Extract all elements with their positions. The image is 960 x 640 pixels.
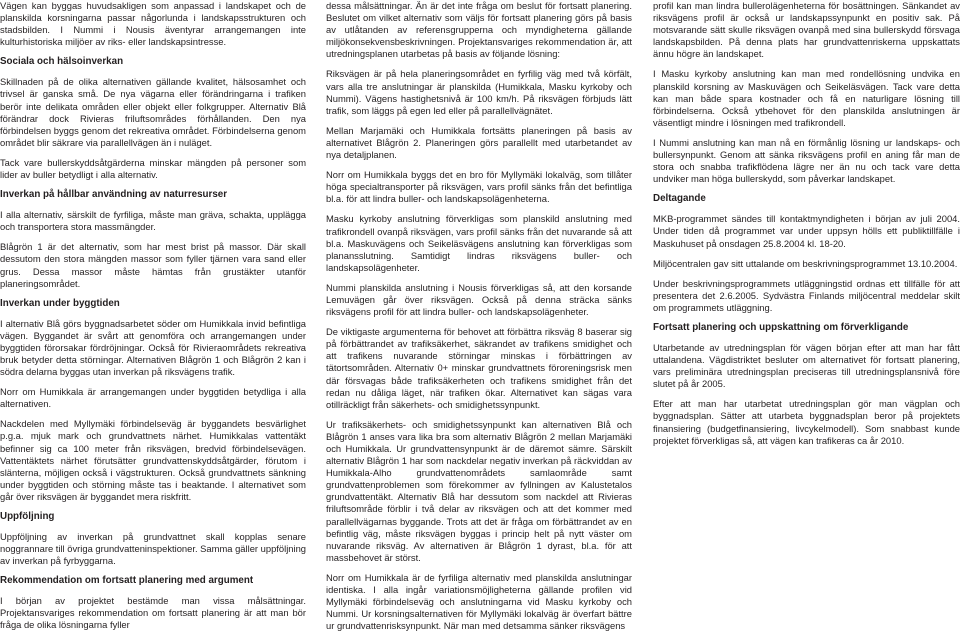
paragraph: Masku kyrkoby anslutning förverkligas som planskild anslutning med trafikrondell ovanpå riksvägen, vars profil sänks från det nuvarande så att bl.a. Maskuvägens och Seikeläsvägens anslutning kan förverkligas som planansslutning. Samtidigt lindras riksvägens buller- och landskapsolägenheter. <box>326 213 632 273</box>
paragraph: I Nummi anslutning kan man nå en förmånlig lösning ur landskaps- och bullersynpunkt. Genom att sänka riksvägens profil en aning får man de stora och snabba trafikflödena lägre ner än nu och tack vare detta undviker man höga bullerskydd, som påverkar landskapet. <box>653 136 960 185</box>
paragraph: Norr om Humikkala är arrangemangen under byggtiden betydliga i alla alternativen. <box>0 386 306 410</box>
paragraph: Efter att man har utarbetat utredningsplan gör man vägplan och byggnadsplan. Sätter att utarbeta byggnadsplan beror på projektets finansiering (budgetfinansiering, livcykelmodell). Som snabbast kunde projektet förverkligas så, att vägen kan trafikeras ca år 2010. <box>653 398 960 446</box>
section-heading-recommendation: Rekommendation om fortsatt planering med argument <box>0 575 254 587</box>
section-heading-natural-resources: Inverkan på hållbar användning av naturresurser <box>0 189 228 201</box>
paragraph: Under beskrivningsprogrammets utläggningstid ordnas ett tillfälle för att presentera det 2.6.2005. Sydvästra Finlands miljöcentral meddelar skilt om programmets utläggning. <box>653 277 960 313</box>
paragraph: dessa målsättningar. Än är det inte fråga om beslut för fortsatt planering. Beslutet om vilket alternativ som väljs för fortsatt planering görs på basis av utlåtanden av referensgrupperna och myndigheterna gällande miljökonsekvensbeskrivningen. Projektansvariges rekommendation är, att utredningsplanen utarbetas på basis av följande lösning: <box>326 0 632 60</box>
paragraph: profil kan man lindra bullerolägenheterna för bosättningen. Sänkandet av riksvägens profil är också ur landskapssynpunkt en positiv sak. På motsvarande sätt skulle riksvägen ovanpå med sina bullerskydd försvaga landskapsbilden. På denna plats har grundvattenriskerna uppskattats ännu högre än landskapet. <box>653 0 960 60</box>
paragraph: I Masku kyrkoby anslutning kan man med rondellösning undvika en planskild korsning av Maskuvägen och Seikeläsvägen. Tack vare detta kan man både spara kostnader och få en naturligare lösning till förbindelserna. Också ytbehovet för den planskilda anslutningen är väsentligt mindre i lösningen med trafikrondell. <box>653 68 960 128</box>
paragraph: Nackdelen med Myllymäki förbindelseväg är byggandets besvärlighet p.g.a. mjuk mark och grundvattnets närhet. Humikkalas vattentäkt befinner sig ca 100 meter från riksvägen, bredvid förbindelsevägen. Vattentäktets närhet förutsätter grundvattenskyddsåtgärder, förutom i slänterna, möjligen också i vägstrukturen. Också grundvattnets sänkning under byggtiden och störning måste tas i beaktande. I alternativet som går över riksvägen är byggandet mera riskfritt. <box>0 418 306 502</box>
paragraph: Miljöcentralen gav sitt uttalande om beskrivningsprogrammet 13.10.2004. <box>653 257 958 269</box>
text-column-middle <box>326 0 632 640</box>
paragraph: I början av projektet bestämde man vissa målsättningar. Projektansvariges rekommendation om fortsatt planering är att man bör fråga de olika lösningarna fyller <box>0 595 306 631</box>
paragraph: I alla alternativ, särskilt de fyrfiliga, måste man gräva, schakta, upplägga och transportera stora massmängder. <box>0 209 306 233</box>
paragraph: Norr om Humikkala byggs det en bro för Myllymäki lokalväg, som tillåter höga specialtransporter på riksvägen, vars profil sänks från det befintliga bl.a. för att lindra buller- och landskapsolägenheterna. <box>326 169 632 205</box>
section-heading-construction-time: Inverkan under byggtiden <box>0 297 120 309</box>
text-column-right <box>653 0 960 455</box>
paragraph: Ur trafiksäkerhets- och smidighetssynpunkt kan alternativen Blå och Blågrön 1 anses vara lika bra som alternativ Blågrön 2 mellan Marjamäki och Humikkala. Ur grundvattensynpunkt är de däremot sämre. Särskilt alternativ Blågrön 1 har som nackdelar negativ inverkan på räckviddan av Humikkala-Alho grundvattenområdets samlaområde samt grundvattenproblemen som förekommer av fyllningen av Kalustetalos grundvattentäkt. Alternativ Blå har dessutom som nackdel att Rivieras friluftsområde förblir i två delar av riksvägen och att det kommer med parallellvägarnas byggande. Trots att det är fråga om förbättrandet av en befintlig väg, måste riksvägen byggas i princip helt på nytt väster om nuvarande riksväg. Av alternativen är Blågrön 1 dyrast, bl.a. för att massbehovet är störst. <box>326 418 632 563</box>
section-heading-further-planning: Fortsatt planering och uppskattning om förverkligande <box>653 321 909 333</box>
paragraph: Uppföljning av inverkan på grundvattnet skall kopplas senare noggrannare till övriga grundvatteninspektioner. Samma gäller uppföljning av inverkan på fyrbyggarna. <box>0 531 306 567</box>
paragraph: Tack vare bullerskyddsåtgärderna minskar mängden på personer som lider av buller betydligt i alla alternativ. <box>0 156 306 181</box>
paragraph: Utarbetande av utredningsplan för vägen början efter att man har fått uttalandena. Vägdistriktet besluter om alternativet för fortsatt planering, vars preliminära utredningsplan preciseras till utredningsplansnivå före slutet på år 2005. <box>653 341 960 390</box>
paragraph: Riksvägen är på hela planeringsområdet en fyrfilig väg med två körfält, vars alla tre anslutningar är planskilda (Humikkala, Masku kyrkoby och Nummi). Vägens hastighetsnivå är 100 km/h. På riksvägen förbjuds lätt trafik, som läggs på egen led eller på parallellvägnätet. <box>326 68 632 116</box>
section-heading-follow-up: Uppföljning <box>0 511 55 522</box>
paragraph: Norr om Humikkala är de fyrfiliga alternativ med planskilda anslutningar identiska. I alla ingår variationsmöjligheterna gällande profilen vid Myllymäki förbindelseväg och anslutningarna vid Masku kyrkoby och Nummi. Ur korsningsalternativen för Myllymäki lokalväg är överfart bättre ur grundvattenrisksynpunkt. När man med detsamma sänker riksvägens <box>326 571 632 632</box>
paragraph: Nummi planskilda anslutning i Nousis förverkligas så, att den korsande Lemuvägen går över riksvägen. Också på denna sträcka sänks riksvägens profil för att lindra buller- och landskapsolägenheter. <box>326 281 632 318</box>
section-heading-participation: Deltagande <box>653 193 706 205</box>
paragraph: I alternativ Blå görs byggnadsarbetet söder om Humikkala invid befintliga vägen. Byggandet är svårt att genomföra och arrangemangen under byggtiden förorsakar fördröjningar. Också för Rivieraområdets rekreativa bruk betyder detta störningar. Alternativen Blågrön 1 och Blågrön 2 kan i södra delarna byggas utan inverkan på riksvägens trafik. <box>0 317 306 378</box>
paragraph: MKB-programmet sändes till kontaktmyndigheten i början av juli 2004. Under tiden då programmet var under uppsyn hölls ett publiktillfälle i Maskuhuset på onsdagen 25.8.2004 kl. 18-20. <box>653 213 960 249</box>
section-heading-social-health: Sociala och hälsoinverkan <box>0 56 124 68</box>
paragraph: Mellan Marjamäki och Humikkala fortsätts planeringen på basis av alternativet Blågrön 2. Planeringen görs parallellt med utarbetandet av nya detaljplanen. <box>326 124 632 161</box>
text-column-left <box>0 0 306 640</box>
paragraph: Skillnaden på de olika alternativen gällande kvalitet, hälsosamhet och trivsel är ganska små. De nya vägarna eller förändringarna i trafiken berör inte delikata områden eller objekt eller folkgrupper. Alternativ Blå förändrar dock Rivieras friluftsområdes förhållanden. Den nya förbindelsen byggs genom det rekreativa området. Förbindelserna genom området blir säkrare via parallellvägen än i nuläget. <box>0 76 306 148</box>
paragraph: Vägen kan byggas huvudsakligen som anpassad i landskapet och de planskilda korsningarna passar någorlunda i landskapsstrukturen och stadsbilden. I Nummi i Nousis äventyrar arrangemangen inte kulturhistoriska miljöer av riks- eller landskapsintresse. <box>0 0 306 48</box>
paragraph: De viktigaste argumenterna för behovet att förbättra riksväg 8 baserar sig på förbättrandet av trafiksäkerhet, säkrandet av trafikens smidighet och att trafikens nuvarande störningar minskas i förbättringen av tätortsområden. Alternativ 0+ minskar grundvattnets föroreningsrisk men där försvagas både trafiksäkerheten och trafikens smidighet från det redan nu dåliga läget, när trafiken ökar. Alternativet kan sägas vara otillräckligt från säkerhets- och smidighetssynpunkt. <box>326 326 632 410</box>
paragraph: Blågrön 1 är det alternativ, som har mest brist på massor. Där skall dessutom den stora mängden massor som fyller tjärnen vara sand eller grus. Dessa massor måste hämtas från grustäkter utanför planeringsområdet. <box>0 241 306 289</box>
